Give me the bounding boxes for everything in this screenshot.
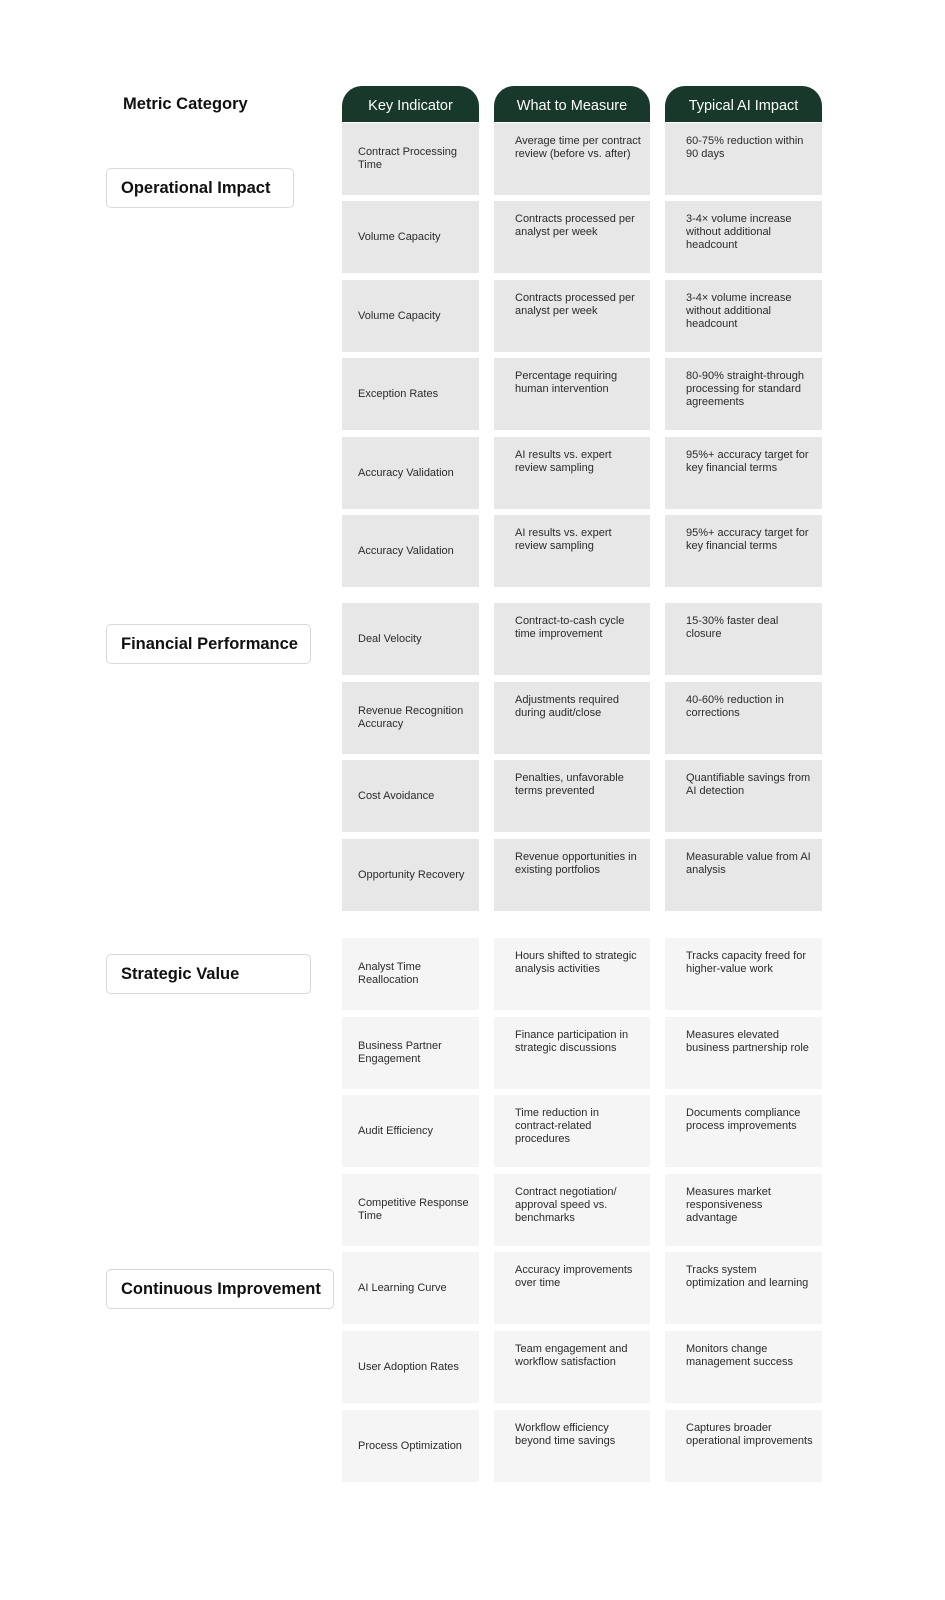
impact-cell: 3-4× volume increase without additional headcount [665, 201, 822, 273]
measure-cell: AI results vs. expert review sampling [494, 437, 650, 509]
measure-cell: Team engagement and workflow satisfaction [494, 1331, 650, 1403]
measure-cell: Penalties, unfavorable terms prevented [494, 760, 650, 832]
impact-cell: Captures broader operational improvements [665, 1410, 822, 1482]
key-indicator-cell: Accuracy Validation [342, 437, 479, 509]
column-header-what-to-measure: What to Measure [494, 86, 650, 122]
measure-cell: Accuracy improvements over time [494, 1252, 650, 1324]
measure-cell: Average time per contract review (before vs. after) [494, 123, 650, 195]
category-operational-impact: Operational Impact [106, 168, 294, 208]
key-indicator-cell: Volume Capacity [342, 201, 479, 273]
key-indicator-cell: Business Partner Engagement [342, 1017, 479, 1089]
measure-cell: Workflow efficiency beyond time savings [494, 1410, 650, 1482]
measure-cell: Contract negotiation/ approval speed vs. benchmarks [494, 1174, 650, 1246]
key-indicator-cell: Opportunity Recovery [342, 839, 479, 911]
measure-cell: Contract-to-cash cycle time improvement [494, 603, 650, 675]
impact-cell: Quantifiable savings from AI detection [665, 760, 822, 832]
key-indicator-cell: User Adoption Rates [342, 1331, 479, 1403]
measure-cell: Time reduction in contract-related procedures [494, 1095, 650, 1167]
key-indicator-cell: Process Optimization [342, 1410, 479, 1482]
key-indicator-cell: AI Learning Curve [342, 1252, 479, 1324]
key-indicator-cell: Analyst Time Reallocation [342, 938, 479, 1010]
impact-cell: 95%+ accuracy target for key financial terms [665, 515, 822, 587]
impact-cell: Tracks system optimization and learning [665, 1252, 822, 1324]
measure-cell: Adjustments required during audit/close [494, 682, 650, 754]
impact-cell: Measurable value from AI analysis [665, 839, 822, 911]
impact-cell: Monitors change management success [665, 1331, 822, 1403]
impact-cell: Measures elevated business partnership role [665, 1017, 822, 1089]
impact-cell: Tracks capacity freed for higher-value work [665, 938, 822, 1010]
category-financial-performance: Financial Performance [106, 624, 311, 664]
key-indicator-cell: Audit Efficiency [342, 1095, 479, 1167]
measure-cell: Contracts processed per analyst per week [494, 201, 650, 273]
key-indicator-cell: Revenue Recognition Accuracy [342, 682, 479, 754]
key-indicator-cell: Competitive Response Time [342, 1174, 479, 1246]
key-indicator-cell: Deal Velocity [342, 603, 479, 675]
impact-cell: 95%+ accuracy target for key financial terms [665, 437, 822, 509]
impact-cell: 40-60% reduction in corrections [665, 682, 822, 754]
key-indicator-cell: Exception Rates [342, 358, 479, 430]
measure-cell: Hours shifted to strategic analysis activities [494, 938, 650, 1010]
key-indicator-cell: Cost Avoidance [342, 760, 479, 832]
metric-category-heading: Metric Category [123, 95, 248, 113]
category-continuous-improvement: Continuous Improvement [106, 1269, 334, 1309]
measure-cell: Revenue opportunities in existing portfolios [494, 839, 650, 911]
column-header-typical-ai-impact: Typical AI Impact [665, 86, 822, 122]
key-indicator-cell: Accuracy Validation [342, 515, 479, 587]
measure-cell: Percentage requiring human intervention [494, 358, 650, 430]
measure-cell: AI results vs. expert review sampling [494, 515, 650, 587]
key-indicator-cell: Volume Capacity [342, 280, 479, 352]
measure-cell: Finance participation in strategic discussions [494, 1017, 650, 1089]
measure-cell: Contracts processed per analyst per week [494, 280, 650, 352]
column-header-key-indicator: Key Indicator [342, 86, 479, 122]
impact-cell: 3-4× volume increase without additional headcount [665, 280, 822, 352]
category-strategic-value: Strategic Value [106, 954, 311, 994]
impact-cell: Documents compliance process improvements [665, 1095, 822, 1167]
impact-cell: 15-30% faster deal closure [665, 603, 822, 675]
key-indicator-cell: Contract Processing Time [342, 123, 479, 195]
impact-cell: 60-75% reduction within 90 days [665, 123, 822, 195]
impact-cell: Measures market responsiveness advantage [665, 1174, 822, 1246]
impact-cell: 80-90% straight-through processing for standard agreements [665, 358, 822, 430]
